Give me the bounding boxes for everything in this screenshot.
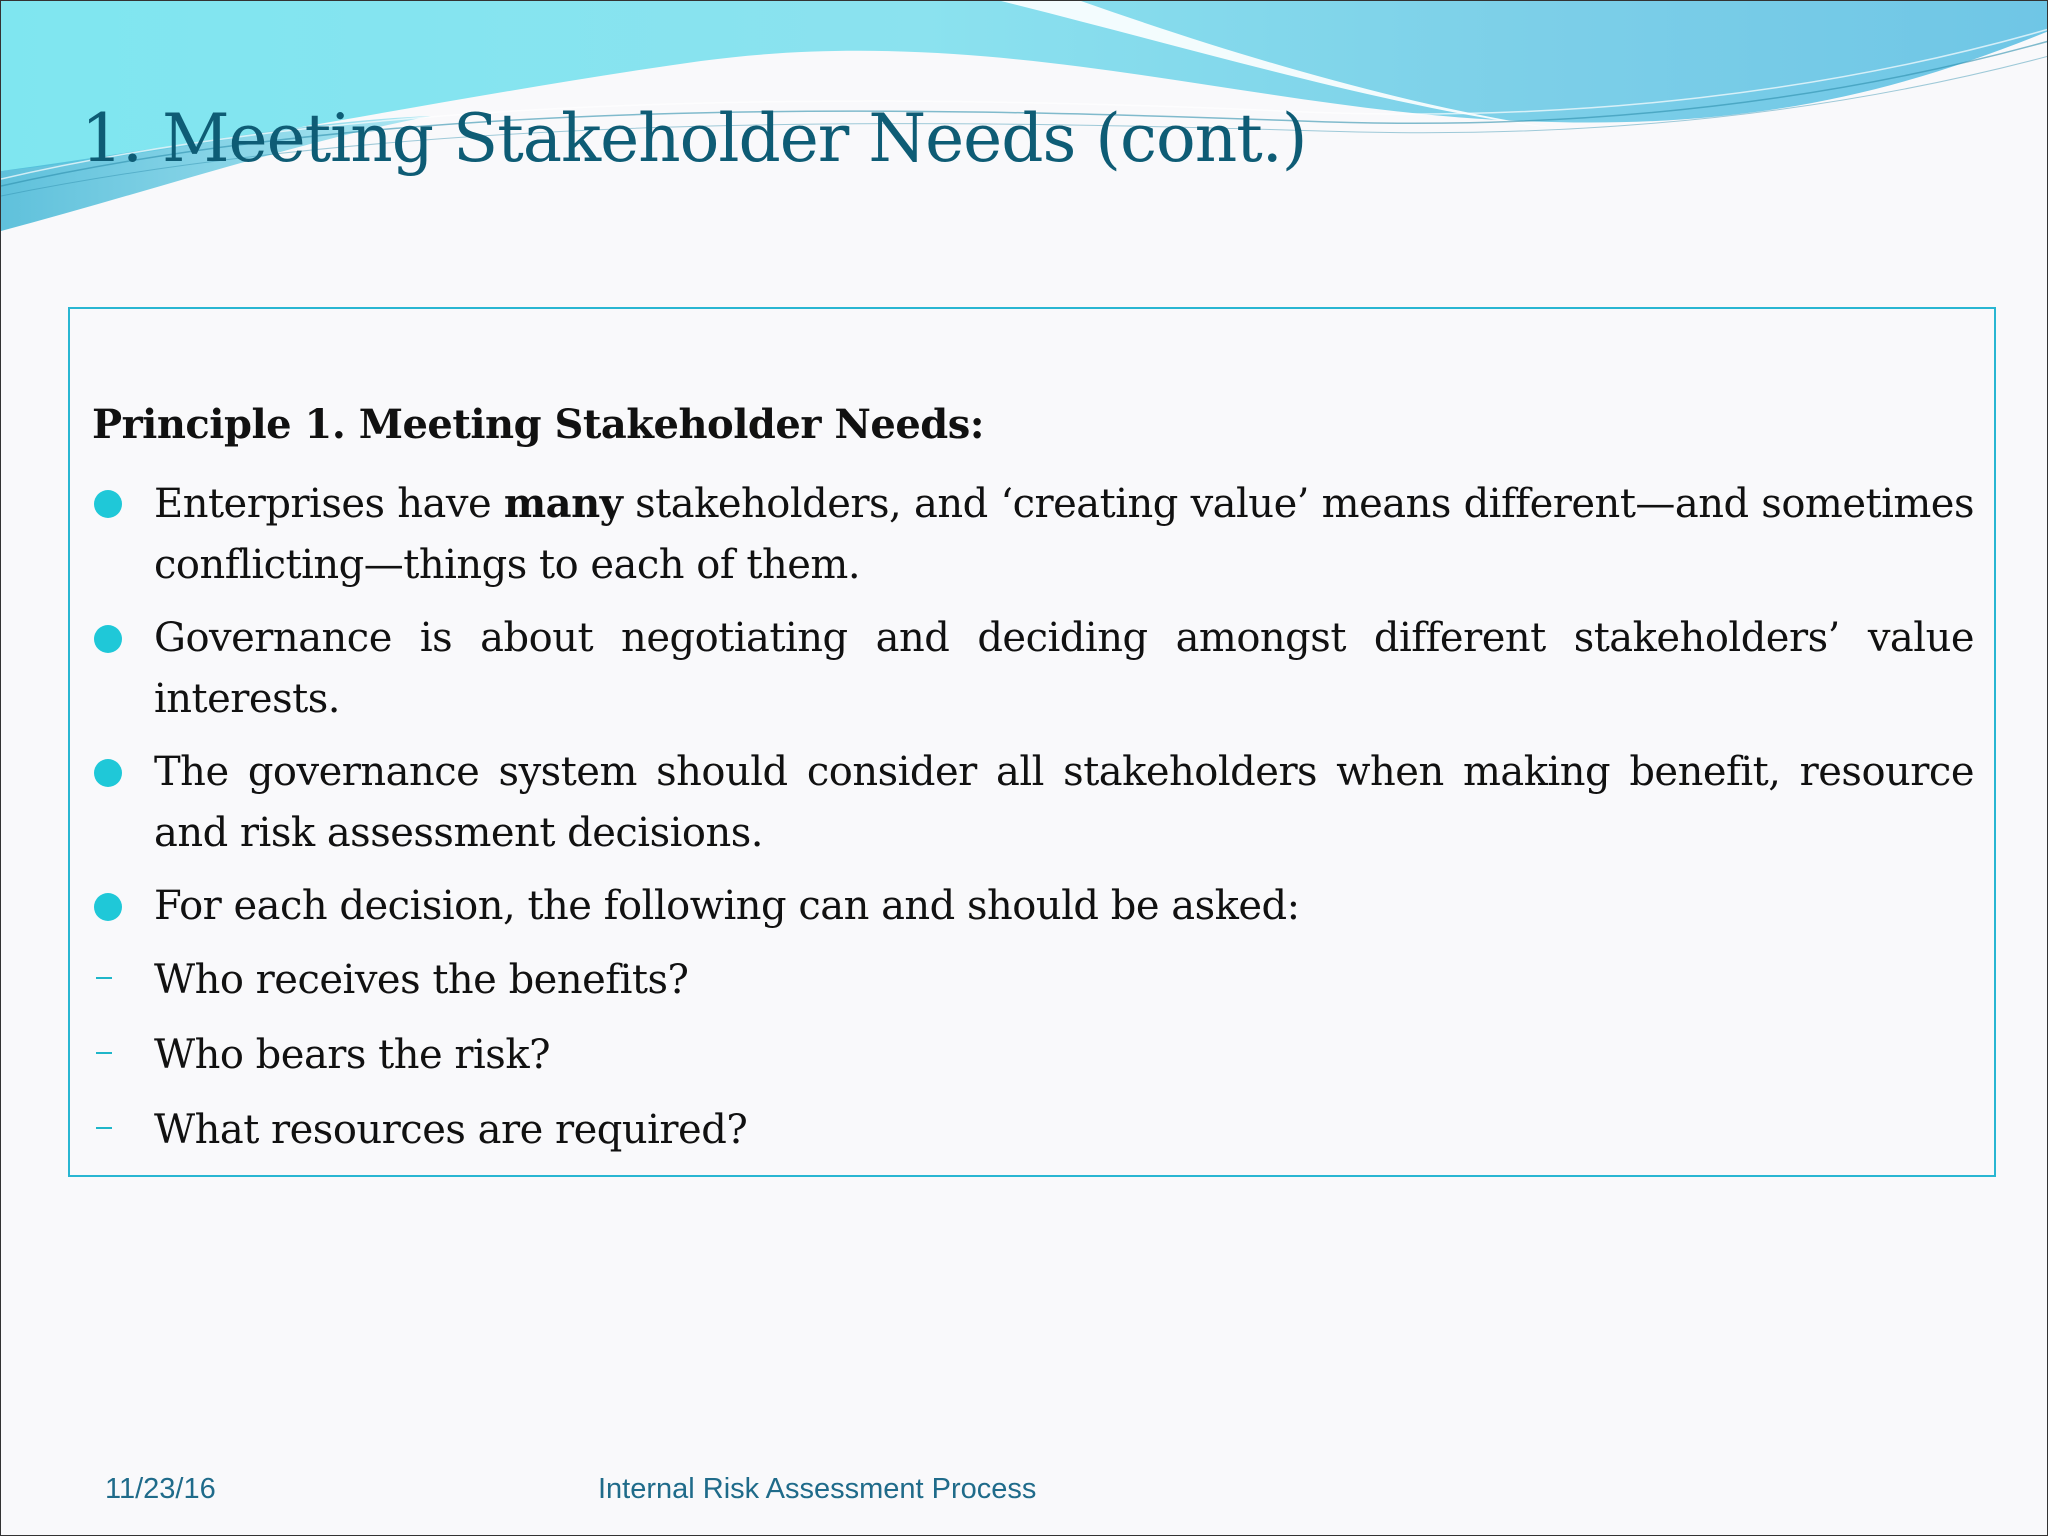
bullet-text: The governance system should consider all stakeholders when making benefit, resource and risk assessment decisions. xyxy=(154,749,1974,856)
bullet-dot-icon xyxy=(94,893,122,921)
bullet-text-before: Enterprises have xyxy=(154,481,504,527)
sub-item-text: What resources are required? xyxy=(154,1107,748,1153)
sub-item-text: Who bears the risk? xyxy=(154,1032,551,1078)
dash-icon xyxy=(96,1052,112,1054)
dash-icon xyxy=(96,977,112,979)
bullet-item xyxy=(92,473,1974,596)
bullet-list xyxy=(92,473,1974,1174)
dash-icon xyxy=(96,1127,112,1129)
content-box xyxy=(68,307,1996,1177)
bullet-dot-icon xyxy=(94,490,122,518)
bullet-item xyxy=(92,608,1974,730)
bullet-item xyxy=(92,742,1974,864)
bullet-text: Governance is about negotiating and deciding amongst different stakeholders’ value interests. xyxy=(154,615,1974,722)
footer-date: 11/23/16 xyxy=(105,1473,216,1505)
slide-title: 1. Meeting Stakeholder Needs (cont.) xyxy=(81,100,1307,177)
bullet-item xyxy=(92,876,1974,937)
footer-title: Internal Risk Assessment Process xyxy=(598,1473,1037,1505)
sub-item xyxy=(92,1024,1974,1086)
bullet-text-after: stakeholders, and ‘creating value’ means different—and sometimes conflicting—things to each of them. xyxy=(154,481,1975,588)
bullet-dot-icon xyxy=(94,759,122,787)
bullet-text-bold: many xyxy=(503,480,623,527)
sub-item xyxy=(92,1099,1974,1161)
sub-item xyxy=(92,949,1974,1011)
principle-heading: Principle 1. Meeting Stakeholder Needs: xyxy=(92,401,985,448)
bullet-dot-icon xyxy=(94,625,122,653)
bullet-text: For each decision, the following can and should be asked: xyxy=(154,883,1300,929)
sub-item-text: Who receives the benefits? xyxy=(154,957,689,1003)
